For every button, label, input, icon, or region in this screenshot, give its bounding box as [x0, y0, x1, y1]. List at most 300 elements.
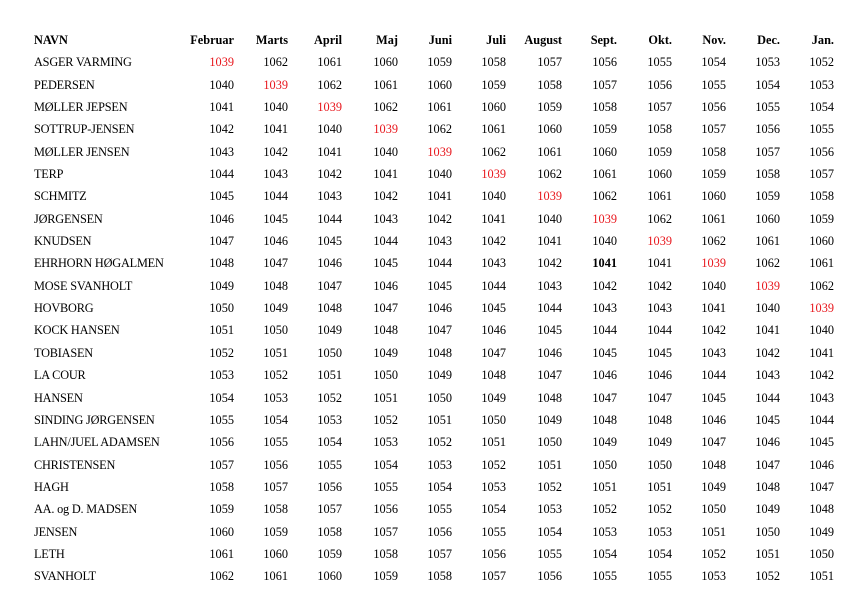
table-row [30, 543, 836, 565]
table-cell: 1059 [701, 167, 726, 182]
table-cell: 1051 [481, 435, 506, 450]
table-row [30, 51, 836, 73]
table-cell: 1059 [263, 524, 288, 539]
table-cell: 1044 [427, 256, 452, 271]
table-cell: 1059 [647, 144, 672, 159]
table-cell: 1057 [427, 546, 452, 561]
table-cell: 1049 [209, 278, 234, 293]
column-header-month: Juni [428, 33, 452, 47]
column-header-month: April [313, 33, 342, 47]
table-cell: 1055 [317, 457, 342, 472]
table-cell: 1040 [373, 144, 398, 159]
table-cell: 1046 [755, 435, 780, 450]
column-header-navn: NAVN [34, 33, 68, 47]
table-cell: 1040 [263, 100, 288, 115]
table-cell: 1042 [481, 234, 506, 249]
column-header-month: Februar [190, 33, 234, 47]
table-cell: 1060 [209, 524, 234, 539]
table-cell: 1049 [647, 435, 672, 450]
table-cell: 1059 [317, 546, 342, 561]
table-cell: 1043 [809, 390, 834, 405]
table-cell: 1052 [755, 569, 780, 584]
table-cell: 1059 [537, 100, 562, 115]
table-cell: 1056 [755, 122, 780, 137]
table-body [30, 51, 836, 587]
table-cell: 1061 [755, 234, 780, 249]
table-cell: 1045 [263, 211, 288, 226]
table-cell: 1050 [263, 323, 288, 338]
table-cell: 1062 [809, 278, 834, 293]
table-cell: 1052 [317, 390, 342, 405]
table-cell: 1059 [809, 211, 834, 226]
column-header-month: Okt. [648, 33, 672, 47]
table-cell: 1061 [592, 167, 617, 182]
table-cell: 1046 [317, 256, 342, 271]
table-cell: 1047 [537, 368, 562, 383]
table-cell: 1057 [647, 100, 672, 115]
table-row [30, 141, 836, 163]
table-row [30, 409, 836, 431]
table-cell: 1048 [427, 345, 452, 360]
row-name: SINDING JØRGENSEN [34, 412, 155, 427]
table-cell: 1040 [537, 211, 562, 226]
row-name: JENSEN [34, 524, 78, 539]
table-cell: 1055 [481, 524, 506, 539]
table-cell: 1040 [809, 323, 834, 338]
header-row [30, 29, 836, 51]
table-cell: 1061 [373, 77, 398, 92]
table-cell: 1053 [263, 390, 288, 405]
table-cell: 1056 [809, 144, 834, 159]
table-cell: 1054 [537, 524, 562, 539]
column-header-month: August [524, 33, 562, 47]
row-name: EHRHORN HØGALMEN [34, 256, 164, 271]
table-cell: 1051 [209, 323, 234, 338]
table-cell: 1053 [537, 502, 562, 517]
table-cell: 1045 [809, 435, 834, 450]
table-row [30, 185, 836, 207]
table-cell: 1058 [373, 546, 398, 561]
row-name: HOVBORG [34, 301, 94, 316]
table-cell: 1058 [701, 144, 726, 159]
row-name: SOTTRUP-JENSEN [34, 122, 135, 137]
table-cell: 1057 [373, 524, 398, 539]
table-cell: 1061 [537, 144, 562, 159]
table-cell: 1048 [263, 278, 288, 293]
table-cell: 1051 [701, 524, 726, 539]
row-name: KNUDSEN [34, 234, 92, 249]
table-cell: 1046 [701, 412, 726, 427]
table-cell: 1058 [263, 502, 288, 517]
table-cell: 1040 [317, 122, 342, 137]
table-cell: 1040 [592, 234, 617, 249]
table-cell: 1047 [481, 345, 506, 360]
table-cell: 1049 [701, 479, 726, 494]
table-cell: 1059 [427, 55, 452, 70]
table-cell: 1060 [647, 167, 672, 182]
table-row [30, 565, 836, 587]
schedule-table [30, 29, 836, 588]
row-name: HANSEN [34, 390, 83, 405]
table-cell: 1056 [373, 502, 398, 517]
table-cell: 1055 [209, 412, 234, 427]
table-cell: 1046 [537, 345, 562, 360]
table-row [30, 208, 836, 230]
table-cell: 1062 [647, 211, 672, 226]
table-cell: 1058 [209, 479, 234, 494]
table-cell: 1046 [373, 278, 398, 293]
table-cell: 1049 [317, 323, 342, 338]
table-cell: 1050 [537, 435, 562, 450]
table-cell: 1057 [263, 479, 288, 494]
table-cell: 1042 [537, 256, 562, 271]
table-cell: 1054 [701, 55, 726, 70]
table-cell: 1044 [537, 301, 562, 316]
table-cell: 1040 [701, 278, 726, 293]
table-cell: 1052 [481, 457, 506, 472]
table-cell: 1059 [481, 77, 506, 92]
table-cell: 1061 [317, 55, 342, 70]
table-cell: 1062 [427, 122, 452, 137]
table-cell: 1047 [373, 301, 398, 316]
table-cell: 1054 [481, 502, 506, 517]
row-name: LAHN/JUEL ADAMSEN [34, 435, 160, 450]
table-row [30, 342, 836, 364]
table-cell: 1053 [701, 569, 726, 584]
table-cell: 1056 [592, 55, 617, 70]
table-cell: 1039 [263, 77, 288, 92]
table-cell: 1050 [373, 368, 398, 383]
table-cell: 1043 [701, 345, 726, 360]
table-cell: 1048 [481, 368, 506, 383]
table-cell: 1044 [263, 189, 288, 204]
row-name: MØLLER JEPSEN [34, 100, 128, 115]
row-name: SCHMITZ [34, 189, 87, 204]
table-cell: 1053 [317, 412, 342, 427]
table-cell: 1039 [373, 122, 398, 137]
table-cell: 1041 [481, 211, 506, 226]
table-cell: 1054 [427, 479, 452, 494]
table-cell: 1060 [317, 569, 342, 584]
table-cell: 1045 [647, 345, 672, 360]
table-cell: 1051 [809, 569, 834, 584]
table-cell: 1043 [647, 301, 672, 316]
column-header-month: Marts [255, 33, 288, 47]
table-cell: 1046 [427, 301, 452, 316]
table-cell: 1054 [755, 77, 780, 92]
table-cell: 1055 [537, 546, 562, 561]
table-cell: 1059 [373, 569, 398, 584]
table-cell: 1052 [373, 412, 398, 427]
column-header-month: Dec. [757, 33, 780, 47]
table-cell: 1049 [263, 301, 288, 316]
table-cell: 1039 [701, 256, 726, 271]
table-cell: 1062 [373, 100, 398, 115]
table-row [30, 431, 836, 453]
table-cell: 1061 [809, 256, 834, 271]
table-cell: 1057 [537, 55, 562, 70]
table-cell: 1060 [809, 234, 834, 249]
table-cell: 1049 [809, 524, 834, 539]
table-cell: 1045 [592, 345, 617, 360]
table-cell: 1045 [209, 189, 234, 204]
table-cell: 1055 [647, 55, 672, 70]
table-cell: 1050 [755, 524, 780, 539]
table-cell: 1043 [209, 144, 234, 159]
table-cell: 1059 [209, 502, 234, 517]
row-name: ASGER VARMING [34, 55, 132, 70]
table-cell: 1060 [373, 55, 398, 70]
table-cell: 1048 [537, 390, 562, 405]
table-row [30, 252, 836, 274]
table-cell: 1054 [263, 412, 288, 427]
table-cell: 1047 [809, 479, 834, 494]
table-cell: 1045 [373, 256, 398, 271]
table-cell: 1062 [317, 77, 342, 92]
table-cell: 1055 [373, 479, 398, 494]
table-cell: 1047 [263, 256, 288, 271]
row-name: AA. og D. MADSEN [34, 502, 138, 517]
table-cell: 1060 [427, 77, 452, 92]
table-cell: 1047 [647, 390, 672, 405]
table-cell: 1048 [809, 502, 834, 517]
table-cell: 1039 [755, 278, 780, 293]
table-cell: 1043 [373, 211, 398, 226]
table-cell: 1045 [317, 234, 342, 249]
table-cell: 1049 [537, 412, 562, 427]
table-cell: 1042 [373, 189, 398, 204]
table-cell: 1048 [317, 301, 342, 316]
table-cell: 1041 [755, 323, 780, 338]
table-cell: 1056 [263, 457, 288, 472]
table-row [30, 275, 836, 297]
table-cell: 1062 [481, 144, 506, 159]
table-cell: 1053 [755, 55, 780, 70]
table-cell: 1047 [755, 457, 780, 472]
table-cell: 1060 [263, 546, 288, 561]
table-cell: 1061 [647, 189, 672, 204]
column-header-month: Sept. [590, 33, 617, 47]
table-cell: 1048 [592, 412, 617, 427]
table-cell: 1046 [481, 323, 506, 338]
table-cell: 1053 [427, 457, 452, 472]
table-cell: 1040 [481, 189, 506, 204]
table-cell: 1050 [427, 390, 452, 405]
table-cell: 1053 [592, 524, 617, 539]
table-cell: 1047 [317, 278, 342, 293]
table-cell: 1041 [209, 100, 234, 115]
table-cell: 1054 [592, 546, 617, 561]
table-cell: 1055 [701, 77, 726, 92]
row-name: SVANHOLT [34, 569, 96, 584]
table-cell: 1054 [809, 100, 834, 115]
table-cell: 1057 [481, 569, 506, 584]
row-name: TERP [34, 167, 64, 182]
table-cell: 1044 [373, 234, 398, 249]
table-cell: 1056 [427, 524, 452, 539]
table-cell: 1048 [701, 457, 726, 472]
table-cell: 1048 [755, 479, 780, 494]
table-cell: 1061 [263, 569, 288, 584]
table-cell: 1047 [592, 390, 617, 405]
table-cell: 1056 [701, 100, 726, 115]
table-cell: 1062 [209, 569, 234, 584]
table-cell: 1042 [755, 345, 780, 360]
table-cell: 1047 [427, 323, 452, 338]
table-cell: 1058 [647, 122, 672, 137]
table-cell: 1057 [209, 457, 234, 472]
table-cell: 1050 [647, 457, 672, 472]
table-cell: 1042 [263, 144, 288, 159]
table-cell: 1042 [701, 323, 726, 338]
table-cell: 1050 [809, 546, 834, 561]
table-cell: 1049 [373, 345, 398, 360]
table-cell: 1051 [373, 390, 398, 405]
table-cell: 1052 [809, 55, 834, 70]
table-cell: 1046 [809, 457, 834, 472]
table-cell: 1041 [592, 256, 617, 271]
table-cell: 1051 [647, 479, 672, 494]
table-cell: 1039 [427, 144, 452, 159]
table-cell: 1052 [647, 502, 672, 517]
row-name: JØRGENSEN [34, 211, 103, 226]
table-cell: 1052 [209, 345, 234, 360]
table-cell: 1051 [592, 479, 617, 494]
table-cell: 1057 [755, 144, 780, 159]
table-cell: 1041 [537, 234, 562, 249]
table-cell: 1055 [647, 569, 672, 584]
row-name: KOCK HANSEN [34, 323, 120, 338]
table-cell: 1055 [809, 122, 834, 137]
table-cell: 1044 [209, 167, 234, 182]
table-cell: 1050 [317, 345, 342, 360]
table-cell: 1042 [592, 278, 617, 293]
table-row [30, 498, 836, 520]
table-cell: 1050 [592, 457, 617, 472]
table-cell: 1060 [592, 144, 617, 159]
table-cell: 1045 [701, 390, 726, 405]
table-cell: 1043 [481, 256, 506, 271]
table-cell: 1044 [701, 368, 726, 383]
table-cell: 1051 [755, 546, 780, 561]
table-cell: 1062 [263, 55, 288, 70]
table-cell: 1041 [647, 256, 672, 271]
row-name: MØLLER JENSEN [34, 144, 130, 159]
table-cell: 1058 [755, 167, 780, 182]
table-cell: 1044 [317, 211, 342, 226]
table-row [30, 454, 836, 476]
table-cell: 1049 [592, 435, 617, 450]
table-cell: 1055 [755, 100, 780, 115]
table-cell: 1060 [701, 189, 726, 204]
row-name: LA COUR [34, 368, 86, 383]
table-cell: 1055 [263, 435, 288, 450]
table-cell: 1043 [427, 234, 452, 249]
table-cell: 1041 [427, 189, 452, 204]
table-row [30, 163, 836, 185]
table-cell: 1059 [592, 122, 617, 137]
table-cell: 1043 [537, 278, 562, 293]
table-cell: 1042 [427, 211, 452, 226]
table-cell: 1062 [592, 189, 617, 204]
table-cell: 1045 [537, 323, 562, 338]
table-row [30, 521, 836, 543]
table-cell: 1056 [537, 569, 562, 584]
table-cell: 1046 [209, 211, 234, 226]
table-cell: 1058 [427, 569, 452, 584]
column-header-month: Maj [376, 33, 398, 47]
table-cell: 1052 [263, 368, 288, 383]
table-cell: 1056 [209, 435, 234, 450]
table-cell: 1058 [592, 100, 617, 115]
table-cell: 1051 [263, 345, 288, 360]
table-cell: 1043 [755, 368, 780, 383]
table-cell: 1045 [427, 278, 452, 293]
table-row [30, 476, 836, 498]
table-cell: 1059 [755, 189, 780, 204]
row-name: PEDERSEN [34, 77, 95, 92]
table-cell: 1039 [647, 234, 672, 249]
table-cell: 1041 [809, 345, 834, 360]
table-cell: 1046 [592, 368, 617, 383]
table-cell: 1047 [701, 435, 726, 450]
row-name: MOSE SVANHOLT [34, 278, 133, 293]
table-cell: 1040 [755, 301, 780, 316]
table-cell: 1061 [427, 100, 452, 115]
row-name: HAGH [34, 479, 69, 494]
table-cell: 1057 [809, 167, 834, 182]
table-cell: 1052 [427, 435, 452, 450]
table-cell: 1045 [481, 301, 506, 316]
table-cell: 1058 [809, 189, 834, 204]
table-row [30, 230, 836, 252]
table-cell: 1050 [209, 301, 234, 316]
table-cell: 1054 [317, 435, 342, 450]
table-cell: 1042 [317, 167, 342, 182]
row-name: CHRISTENSEN [34, 457, 116, 472]
table-row [30, 364, 836, 386]
table-cell: 1046 [263, 234, 288, 249]
table-cell: 1044 [755, 390, 780, 405]
table-cell: 1057 [592, 77, 617, 92]
table-cell: 1046 [647, 368, 672, 383]
table-cell: 1056 [481, 546, 506, 561]
table-cell: 1048 [373, 323, 398, 338]
table-cell: 1050 [701, 502, 726, 517]
table-cell: 1041 [701, 301, 726, 316]
table-cell: 1045 [755, 412, 780, 427]
column-header-month: Juli [486, 33, 506, 47]
table-cell: 1044 [481, 278, 506, 293]
table-cell: 1053 [809, 77, 834, 92]
table-cell: 1039 [209, 55, 234, 70]
table-cell: 1047 [209, 234, 234, 249]
table-cell: 1043 [317, 189, 342, 204]
table-cell: 1056 [317, 479, 342, 494]
table-row [30, 387, 836, 409]
table-cell: 1044 [592, 323, 617, 338]
table-cell: 1058 [481, 55, 506, 70]
table-cell: 1050 [481, 412, 506, 427]
table-cell: 1061 [481, 122, 506, 137]
table-cell: 1051 [317, 368, 342, 383]
column-header-month: Nov. [702, 33, 726, 47]
table-cell: 1040 [209, 77, 234, 92]
table-cell: 1042 [809, 368, 834, 383]
table-cell: 1060 [755, 211, 780, 226]
table-cell: 1061 [701, 211, 726, 226]
table-cell: 1062 [701, 234, 726, 249]
